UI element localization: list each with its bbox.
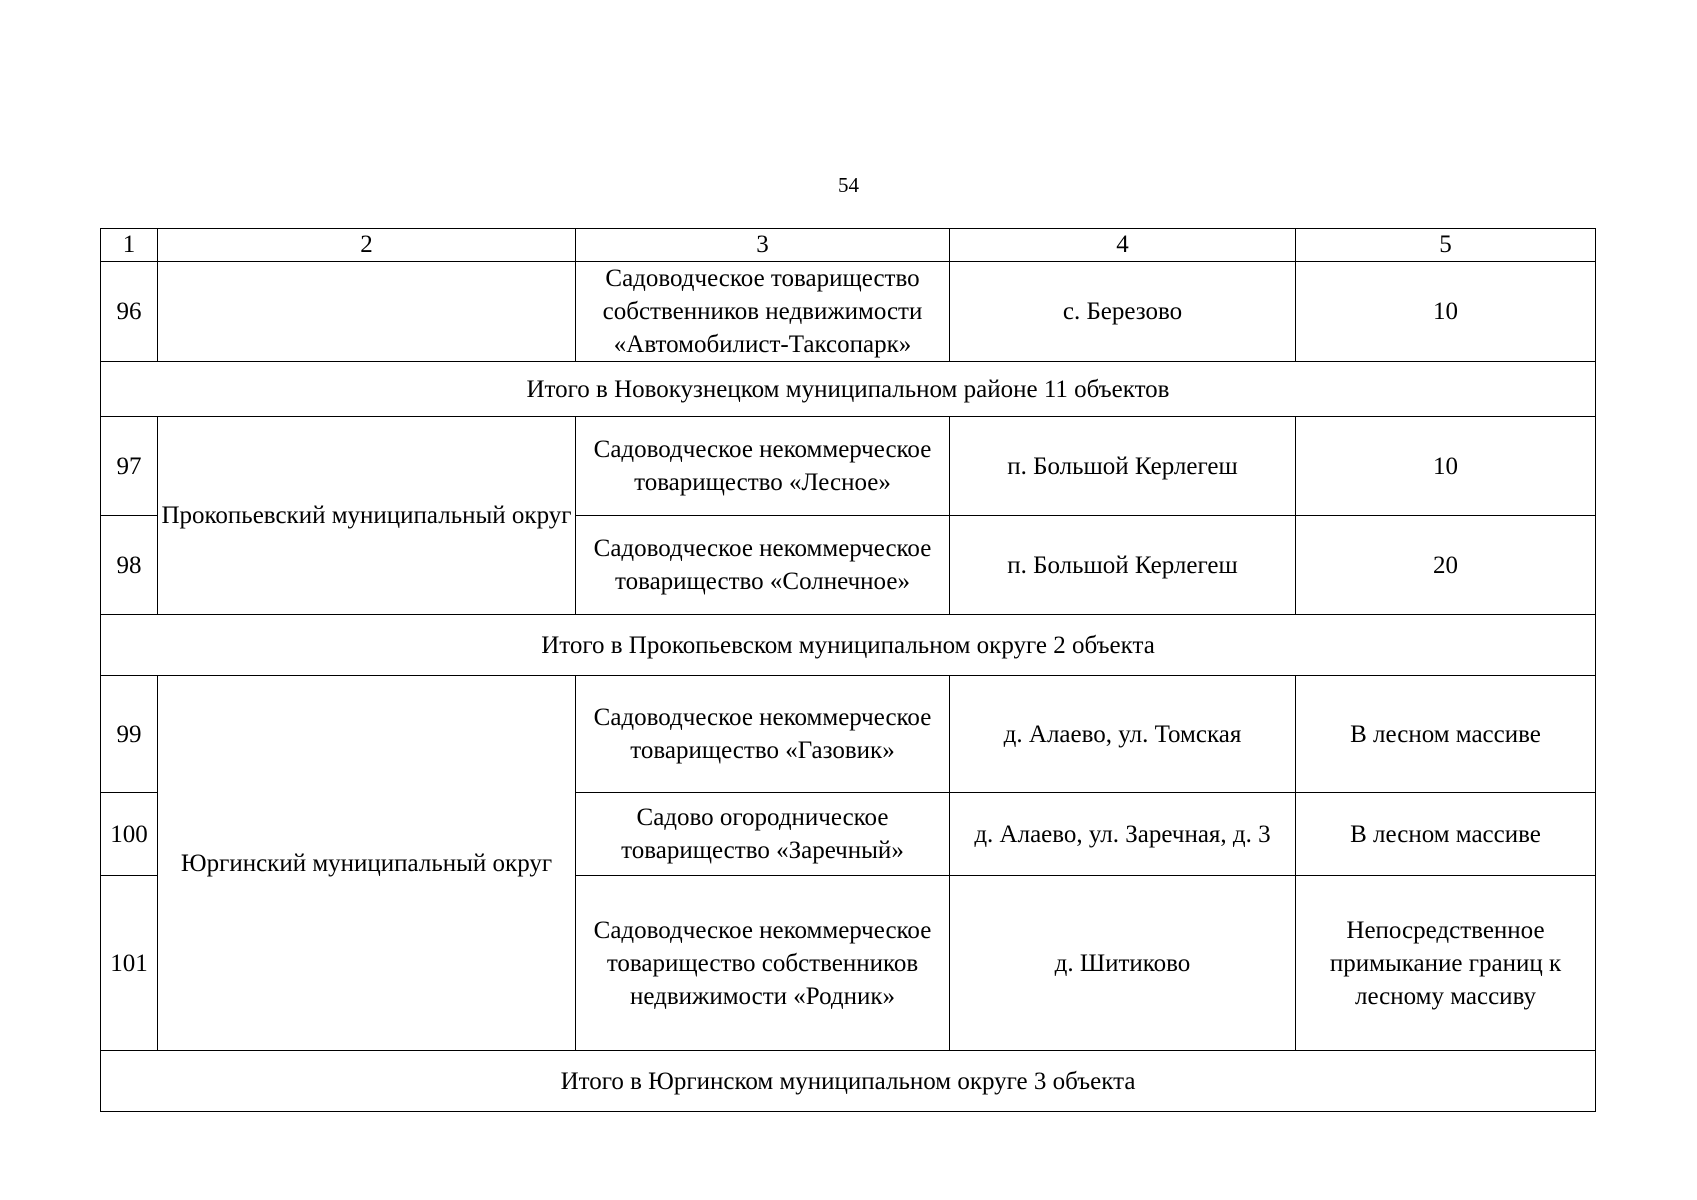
row-number: 97 (101, 417, 158, 516)
location-cell: п. Большой Керлегеш (950, 516, 1296, 615)
total-cell: Итого в Новокузнецком муниципальном районе 11 объектов (101, 362, 1596, 417)
district-cell: Юргинский муниципальный округ (158, 676, 576, 1051)
column-header: 3 (576, 229, 950, 262)
location-cell: д. Шитиково (950, 876, 1296, 1051)
distance-cell: Непосредственное примыкание границ к лесному массиву (1296, 876, 1596, 1051)
object-name-cell: Садоводческое некоммерческое товарищество «Лесное» (576, 417, 950, 516)
location-cell: д. Алаево, ул. Томская (950, 676, 1296, 793)
total-row (101, 615, 1596, 676)
location-cell: п. Большой Керлегеш (950, 417, 1296, 516)
objects-table (100, 228, 1596, 1112)
object-name-cell: Садоводческое некоммерческое товарищество собственников недвижимости «Родник» (576, 876, 950, 1051)
table-header-row (101, 229, 1596, 262)
object-name-cell: Садово огородническое товарищество «Заречный» (576, 793, 950, 876)
column-header: 2 (158, 229, 576, 262)
table-row (101, 417, 1596, 516)
distance-cell: 10 (1296, 262, 1596, 362)
column-header: 5 (1296, 229, 1596, 262)
total-cell: Итого в Юргинском муниципальном округе 3 объекта (101, 1051, 1596, 1112)
distance-cell: 10 (1296, 417, 1596, 516)
district-cell (158, 262, 576, 362)
distance-cell: 20 (1296, 516, 1596, 615)
page-number: 54 (838, 173, 859, 197)
total-cell: Итого в Прокопьевском муниципальном округе 2 объекта (101, 615, 1596, 676)
row-number: 100 (101, 793, 158, 876)
column-header: 4 (950, 229, 1296, 262)
location-cell: д. Алаево, ул. Заречная, д. 3 (950, 793, 1296, 876)
object-name-cell: Садоводческое товарищество собственников недвижимости «Автомобилист-Таксопарк» (576, 262, 950, 362)
row-number: 101 (101, 876, 158, 1051)
distance-cell: В лесном массиве (1296, 676, 1596, 793)
table-row (101, 262, 1596, 362)
column-header: 1 (101, 229, 158, 262)
total-row (101, 362, 1596, 417)
row-number: 98 (101, 516, 158, 615)
total-row (101, 1051, 1596, 1112)
object-name-cell: Садоводческое некоммерческое товарищество «Солнечное» (576, 516, 950, 615)
distance-cell: В лесном массиве (1296, 793, 1596, 876)
location-cell: с. Березово (950, 262, 1296, 362)
table-row (101, 676, 1596, 793)
object-name-cell: Садоводческое некоммерческое товарищество «Газовик» (576, 676, 950, 793)
row-number: 99 (101, 676, 158, 793)
row-number: 96 (101, 262, 158, 362)
district-cell: Прокопьевский муниципальный округ (158, 417, 576, 615)
